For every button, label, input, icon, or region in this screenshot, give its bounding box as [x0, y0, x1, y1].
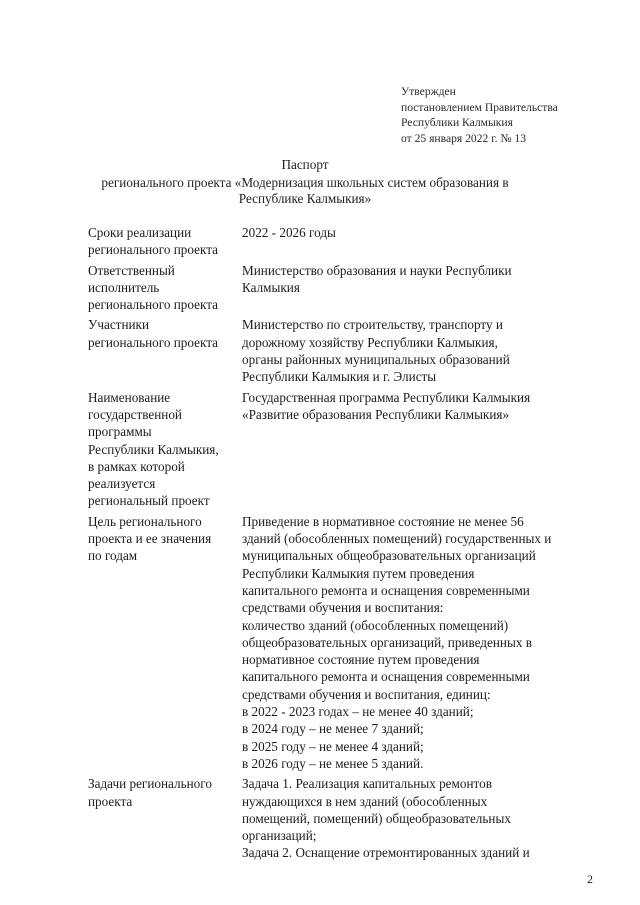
row-value-line: дорожному хозяйству Республики Калмыкия, — [242, 334, 498, 350]
passport-row — [88, 224, 600, 259]
approval-line: Республики Калмыкия — [401, 116, 513, 129]
row-value-line: в 2025 году – не менее 4 зданий; — [242, 738, 424, 754]
row-value-line: Республики Калмыкия путем проведения — [242, 565, 475, 581]
document-title — [95, 157, 515, 208]
row-value-line: Калмыкия — [242, 279, 300, 295]
approval-line: постановлением Правительства — [401, 100, 558, 114]
row-value-line: органы районных муниципальных образований — [242, 352, 510, 368]
row-value-line: количество зданий (обособленных помещений) — [242, 617, 509, 633]
row-label — [88, 775, 240, 810]
row-label-line: Наименование — [88, 389, 171, 405]
row-value — [240, 224, 600, 241]
row-value-line: общеобразовательных организаций, приведенных в — [242, 634, 532, 650]
row-label-line: Сроки реализации — [88, 225, 192, 240]
row-label-line: Ответственный — [88, 262, 175, 278]
row-label-line: по годам — [88, 548, 138, 564]
row-value-line: муниципальных общеобразовательных организаций — [242, 548, 536, 564]
row-value-line: Приведение в нормативное состояние не менее 56 — [242, 513, 524, 529]
row-label — [88, 513, 240, 565]
row-value — [240, 389, 600, 424]
page-number: 2 — [587, 872, 593, 886]
row-value-line: нормативное состояние путем проведения — [242, 652, 480, 668]
row-value-line: зданий (обособленных помещений) государственных и — [242, 531, 552, 547]
row-value — [240, 513, 600, 772]
row-value-line: 2022 - 2026 годы — [242, 225, 336, 240]
row-label-line: реализуется — [88, 476, 156, 492]
row-label-line: исполнитель — [88, 279, 160, 295]
row-value-line: в 2024 году – не менее 7 зданий; — [242, 721, 424, 737]
passport-row — [88, 513, 600, 772]
row-value-line: средствами обучения и воспитания: — [242, 600, 444, 616]
passport-row — [88, 389, 600, 510]
row-value-line: Министерство по строительству, транспорту и — [242, 317, 503, 333]
row-label-line: Республики Калмыкия, — [88, 441, 219, 457]
row-value-line: средствами обучения и воспитания, единиц: — [242, 686, 491, 702]
row-label-line: регионального проекта — [88, 297, 219, 313]
passport-row — [88, 262, 600, 314]
row-label-line: в рамках которой — [88, 458, 185, 474]
title-heading: Паспорт — [281, 157, 329, 172]
row-value-line: в 2026 году – не менее 5 зданий. — [242, 755, 424, 771]
row-value-line: капитального ремонта и оснащения современными — [242, 582, 530, 598]
row-label-line: регионального проекта — [88, 334, 219, 350]
row-value-line: помещений, помещений) общеобразовательных — [242, 810, 511, 826]
row-value-line: Министерство образования и науки Республики — [242, 262, 512, 278]
row-label-line: программы — [88, 424, 152, 440]
row-label-line: государственной — [88, 406, 182, 422]
row-value-line: Государственная программа Республики Калмыкия — [242, 389, 531, 405]
passport-row — [88, 316, 600, 385]
row-value-line: капитального ремонта и оснащения современными — [242, 669, 530, 685]
title-line: регионального проекта «Модернизация школьных систем образования в — [101, 174, 509, 190]
row-value-line: в 2022 - 2023 годах – не менее 40 зданий; — [242, 704, 474, 720]
row-label-line: проекта и ее значения — [88, 531, 212, 547]
row-label-line: региональный проект — [88, 493, 210, 509]
approval-line: Утвержден — [401, 85, 456, 98]
row-value-line: Задача 1. Реализация капитальных ремонтов — [242, 776, 492, 792]
passport-table — [88, 224, 600, 865]
row-value — [240, 775, 600, 861]
row-label-line: Задачи регионального — [88, 776, 212, 792]
passport-row — [88, 775, 600, 861]
row-value-line: Задача 2. Оснащение отремонтированных зданий и — [242, 845, 530, 861]
row-label-line: Участники — [88, 317, 150, 333]
row-label — [88, 316, 240, 351]
row-value — [240, 262, 600, 297]
row-label-line: проекта — [88, 793, 133, 809]
row-value-line: нуждающихся в нем зданий (обособленных — [242, 793, 488, 809]
row-value-line: организаций; — [242, 828, 317, 844]
row-label — [88, 389, 240, 510]
approval-line: от 25 января 2022 г. № 13 — [401, 131, 527, 145]
row-label-line: регионального проекта — [88, 242, 219, 258]
row-value — [240, 316, 600, 385]
row-value-line: Республики Калмыкия и г. Элисты — [242, 369, 437, 385]
row-label — [88, 224, 240, 259]
title-line: Республике Калмыкия» — [238, 191, 372, 206]
row-value-line: «Развитие образования Республики Калмыкия» — [242, 406, 510, 422]
row-label-line: Цель регионального — [88, 513, 202, 529]
row-label — [88, 262, 240, 314]
approval-stamp — [401, 84, 558, 146]
